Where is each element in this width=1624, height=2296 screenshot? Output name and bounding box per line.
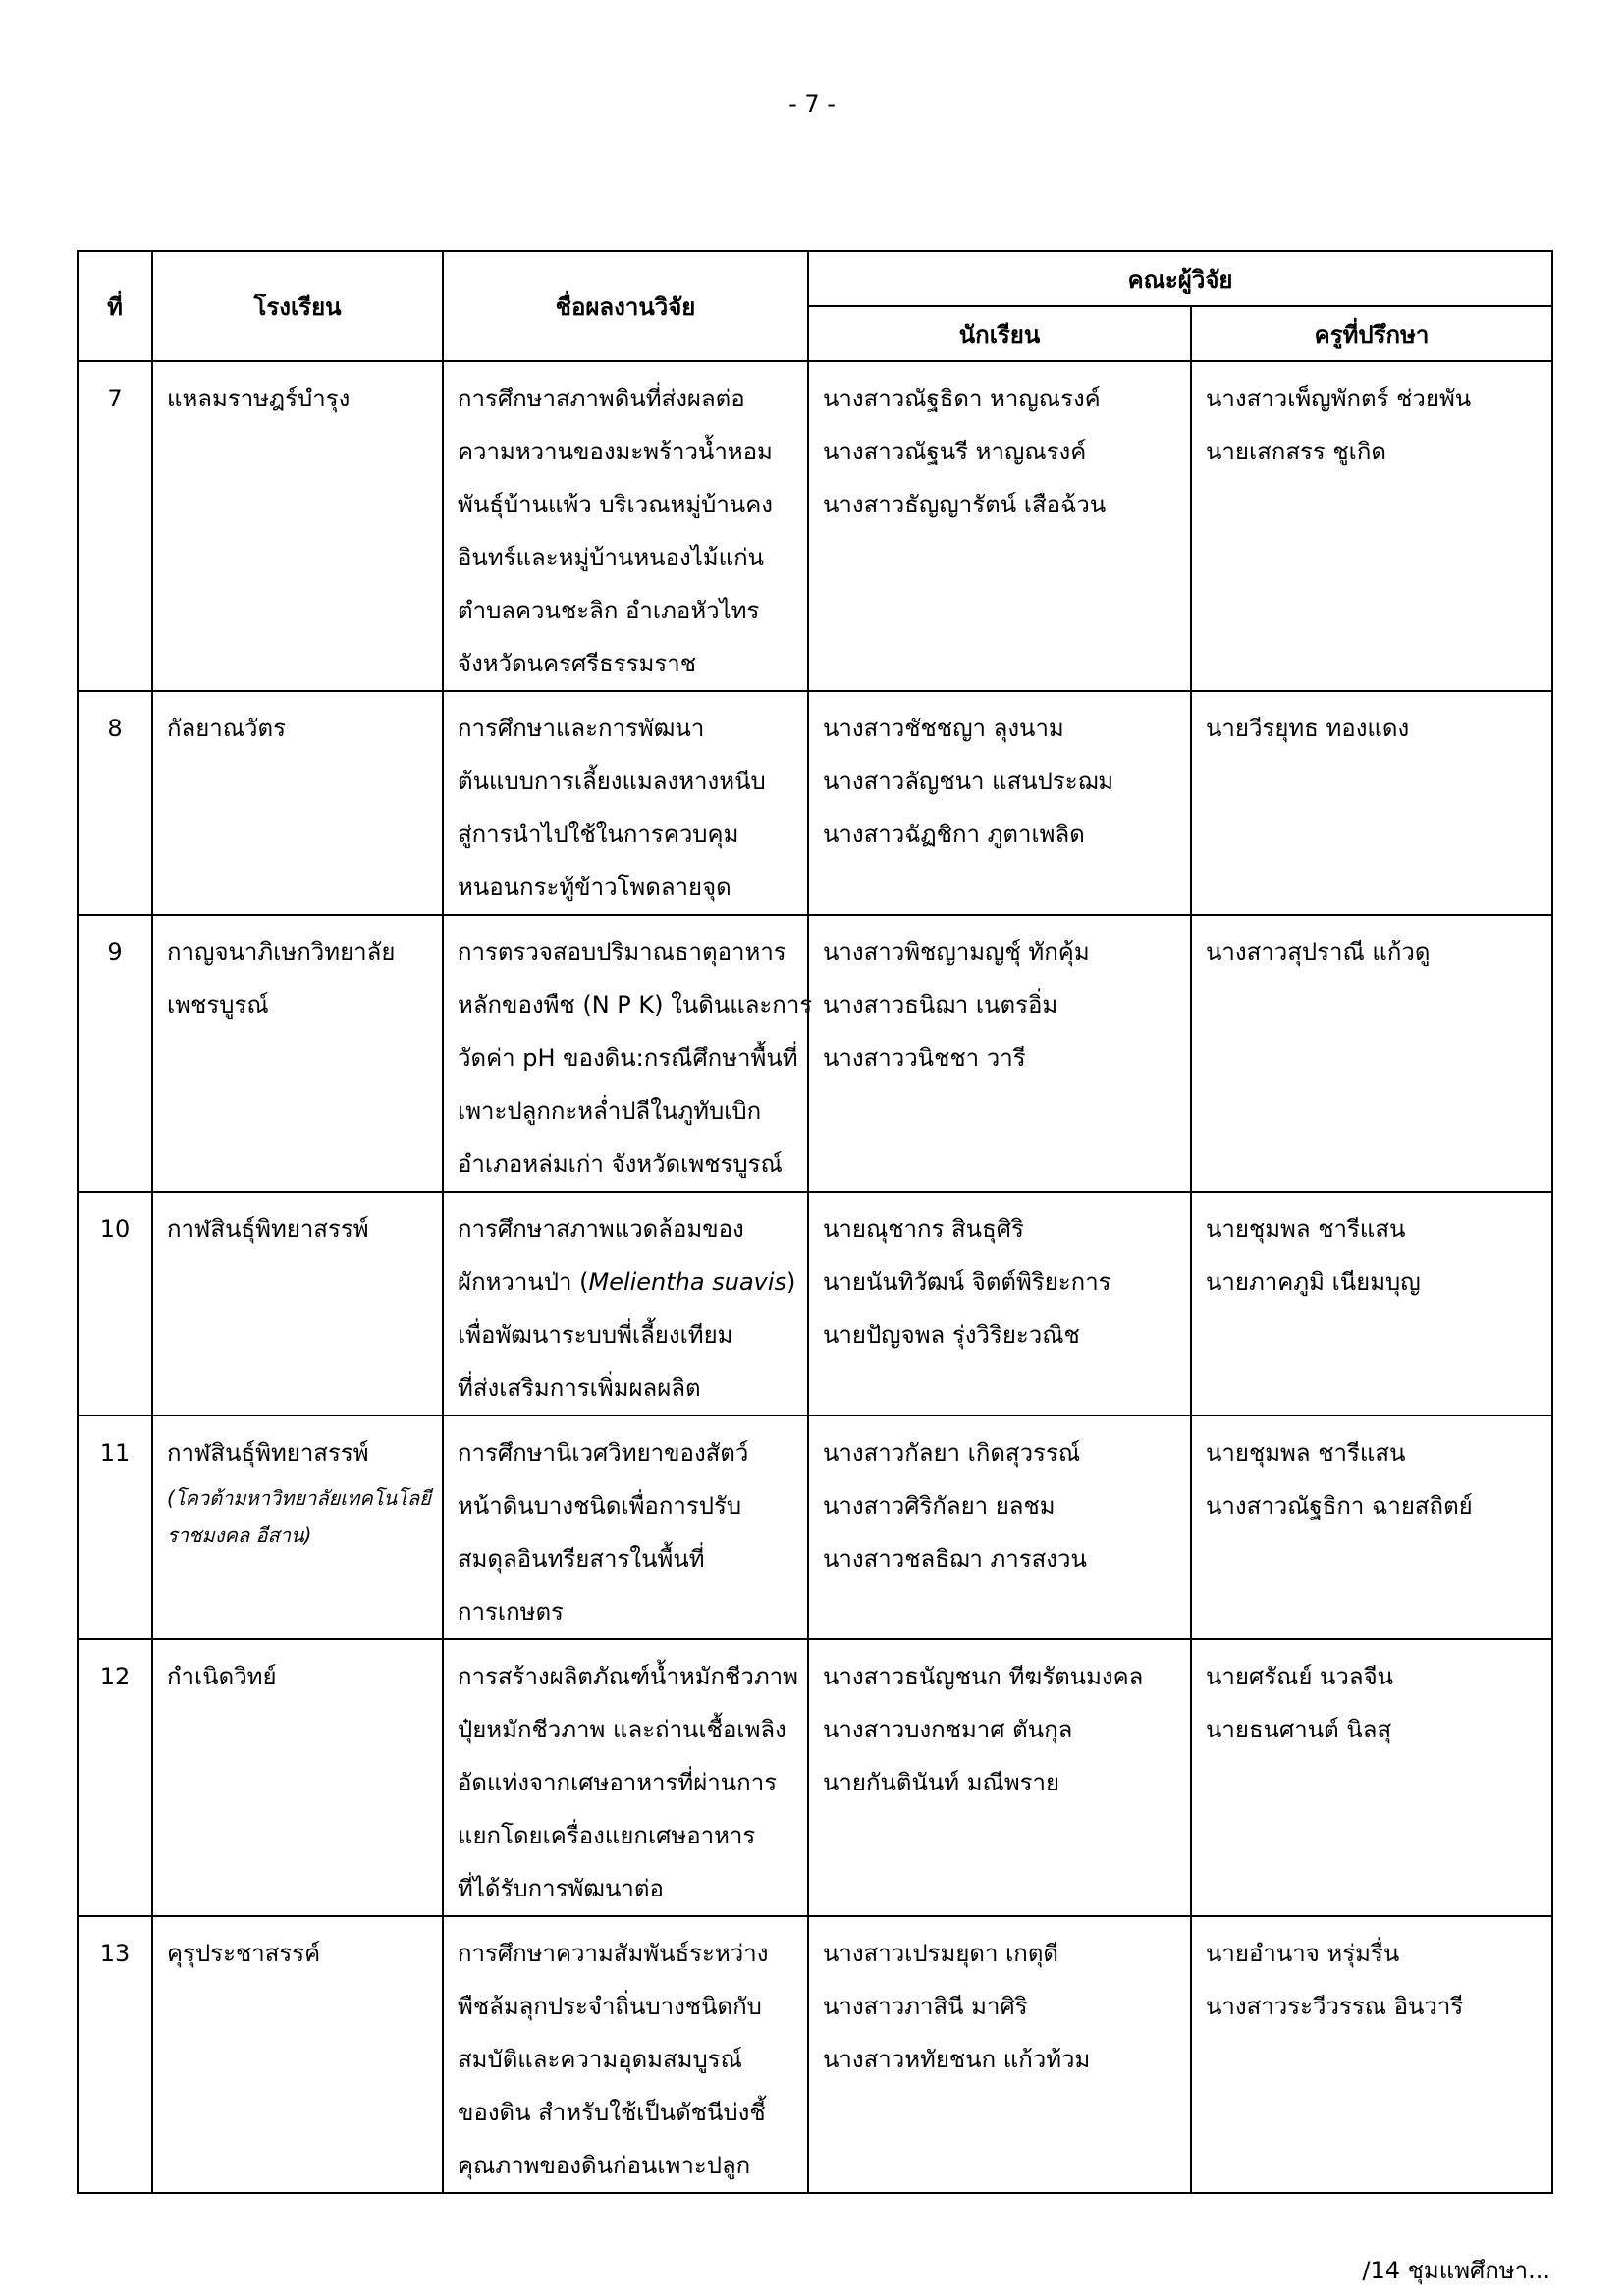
school-name: กาญจนาภิเษกวิทยาลัย เพชรบูรณ์: [152, 915, 443, 1192]
student-list: [808, 691, 1191, 915]
student-name: นางสาวบงกชมาศ ตันกุล: [823, 1716, 1073, 1743]
research-title: การศึกษาสภาพแวดล้อมของ ผักหวานป่า (Melientha suavis) เพื่อพัฒนาระบบพี่เลี้ยงเทียม ที่ส่งเสริมการเพิ่มผลผลิต: [443, 1192, 808, 1415]
advisor-list: [1191, 691, 1552, 915]
quota-note: (โควต้ามหาวิทยาลัยเทคโนโลยี: [167, 1486, 431, 1510]
student-name: นายกันตินันท์ มณีพราย: [823, 1769, 1060, 1796]
school-name: กาฬสินธุ์พิทยาสรรพ์: [152, 1192, 443, 1415]
row-number: 7: [78, 361, 152, 691]
student-list: [808, 361, 1191, 691]
advisor-name: นายอำนาจ หรุ่มรื่น: [1206, 1940, 1400, 1967]
header-title: ชื่อผลงานวิจัย: [443, 251, 808, 361]
student-name: นางสาวณัฐนรี หาญณรงค์: [823, 438, 1087, 465]
advisor-list: [1191, 915, 1552, 1192]
student-name: นางสาวชัชชญา ลุงนาม: [823, 715, 1064, 742]
advisor-name: นายธนศานต์ นิลสุ: [1206, 1716, 1392, 1743]
header-research-team: คณะผู้วิจัย: [808, 251, 1552, 306]
advisor-list: [1191, 1916, 1552, 2193]
student-name: นางสาวภาสินี มาศิริ: [823, 1993, 1028, 2020]
student-name: นางสาวณัฐธิดา หาญณรงค์: [823, 385, 1101, 412]
student-list: [808, 1916, 1191, 2193]
advisor-name: นายภาคภูมิ เนียมบุญ: [1206, 1268, 1421, 1296]
student-list: [808, 1415, 1191, 1639]
research-title: การศึกษานิเวศวิทยาของสัตว์ หน้าดินบางชนิดเพื่อการปรับ สมดุลอินทรียสารในพื้นที่ การเกษตร: [443, 1415, 808, 1639]
advisor-name: นางสาวระวีวรรณ อินวารี: [1206, 1993, 1464, 2020]
advisor-name: นายวีรยุทธ ทองแดง: [1206, 715, 1410, 742]
student-list: [808, 1192, 1191, 1415]
school-name: กำเนิดวิทย์: [152, 1639, 443, 1916]
student-name: นางสาวลัญชนา แสนประฌม: [823, 768, 1114, 795]
table-row: [78, 1916, 1552, 2193]
quota-note: ราชมงคล อีสาน): [167, 1523, 312, 1547]
advisor-list: [1191, 1639, 1552, 1916]
row-number: 11: [78, 1415, 152, 1639]
student-name: นางสาวธัญญารัตน์ เสือฉ้วน: [823, 491, 1107, 518]
advisor-list: [1191, 361, 1552, 691]
header-school: โรงเรียน: [152, 251, 443, 361]
research-title: การศึกษาและการพัฒนา ต้นแบบการเลี้ยงแมลงหางหนีบ สู่การนำไปใช้ในการควบคุม หนอนกระทู้ข้าวโพดลายจุด: [443, 691, 808, 915]
advisor-name: นางสาวเพ็ญพักตร์ ช่วยพัน: [1206, 385, 1472, 412]
table-row: [78, 1192, 1552, 1415]
student-name: นายปัญจพล รุ่งวิริยะวณิช: [823, 1321, 1080, 1349]
row-number: 12: [78, 1639, 152, 1916]
advisor-list: [1191, 1192, 1552, 1415]
student-name: นางสาวชลธิฌา ภารสงวน: [823, 1545, 1087, 1573]
student-name: นายณุชากร สินธุศิริ: [823, 1215, 1024, 1243]
student-name: นางสาววนิชชา วารี: [823, 1044, 1026, 1072]
continuation-note: /14 ชุมแพศึกษา...: [1362, 2257, 1550, 2284]
student-list: [808, 1639, 1191, 1916]
student-list: [808, 915, 1191, 1192]
student-name: นางสาวธนิฌา เนตรอิ่ม: [823, 991, 1058, 1019]
advisor-list: [1191, 1415, 1552, 1639]
school-name: กาฬสินธุ์พิทยาสรรพ์ (โควต้ามหาวิทยาลัยเทคโนโลยี ราชมงคล อีสาน): [152, 1415, 443, 1639]
student-name: นางสาวพิชญามญชุ์ ทักคุ้ม: [823, 938, 1090, 966]
research-title: การตรวจสอบปริมาณธาตุอาหาร หลักของพืช (N P K) ในดินและการ วัดค่า pH ของดิน:กรณีศึกษาพื้นที่ เพาะปลูกกะหล่ำปลีในภูทับเบิก อำเภอหล่มเก่า จังหวัดเพชรบูรณ์: [443, 915, 808, 1192]
advisor-name: นายชุมพล ชารีแสน: [1206, 1439, 1406, 1467]
table-row: [78, 691, 1552, 915]
table-row: [78, 361, 1552, 691]
header-students: นักเรียน: [808, 306, 1191, 361]
row-number: 8: [78, 691, 152, 915]
advisor-name: นายศรัณย์ นวลจีน: [1206, 1663, 1394, 1690]
student-name: นางสาวกัลยา เกิดสุวรรณ์: [823, 1439, 1081, 1467]
row-number: 13: [78, 1916, 152, 2193]
advisor-name: นายชุมพล ชารีแสน: [1206, 1215, 1406, 1243]
research-title: การศึกษาความสัมพันธ์ระหว่าง พืชล้มลุกประจำถิ่นบางชนิดกับ สมบัติและความอุดมสมบูรณ์ ของดิน สำหรับใช้เป็นดัชนีบ่งชี้ คุณภาพของดินก่อนเพาะปลูก: [443, 1916, 808, 2193]
header-advisors: ครูที่ปรึกษา: [1191, 306, 1552, 361]
student-name: นางสาวฉัฏชิกา ภูตาเพลิด: [823, 821, 1085, 848]
research-table: [77, 250, 1553, 2194]
advisor-name: นางสาวณัฐธิกา ฉายสถิตย์: [1206, 1492, 1473, 1520]
advisor-name: นางสาวสุปราณี แก้วดู: [1206, 938, 1431, 966]
school-name: กัลยาณวัตร: [152, 691, 443, 915]
student-name: นางสาวหทัยชนก แก้วท้วม: [823, 2046, 1091, 2073]
research-title: การสร้างผลิตภัณฑ์น้ำหมักชีวภาพ ปุ๋ยหมักชีวภาพ และถ่านเชื้อเพลิง อัดแท่งจากเศษอาหารที่ผ่านการ แยกโดยเครื่องแยกเศษอาหาร ที่ได้รับการพัฒนาต่อ: [443, 1639, 808, 1916]
student-name: นางสาวธนัญชนก ทีฆรัตนมงคล: [823, 1663, 1144, 1690]
header-no: ที่: [78, 251, 152, 361]
scientific-name: Melientha suavis: [588, 1268, 787, 1296]
page-number: - 7 -: [788, 90, 836, 118]
student-name: นางสาวเปรมยุดา เกตุดี: [823, 1940, 1059, 1967]
row-number: 10: [78, 1192, 152, 1415]
school-name: คุรุประชาสรรค์: [152, 1916, 443, 2193]
school-name: แหลมราษฎร์บำรุง: [152, 361, 443, 691]
table-row: [78, 1415, 1552, 1639]
table-row: [78, 1639, 1552, 1916]
row-number: 9: [78, 915, 152, 1192]
student-name: นายนันทิวัฒน์ จิตต์พิริยะการ: [823, 1268, 1111, 1296]
research-title: การศึกษาสภาพดินที่ส่งผลต่อ ความหวานของมะพร้าวน้ำหอม พันธุ์บ้านแพ้ว บริเวณหมู่บ้านคง อินทร์และหมู่บ้านหนองไม้แก่น ตำบลควนชะลิก อำเภอหัวไทร จังหวัดนครศรีธรรมราช: [443, 361, 808, 691]
student-name: นางสาวศิริกัลยา ยลชม: [823, 1492, 1056, 1520]
table-row: [78, 915, 1552, 1192]
advisor-name: นายเสกสรร ชูเกิด: [1206, 438, 1386, 465]
